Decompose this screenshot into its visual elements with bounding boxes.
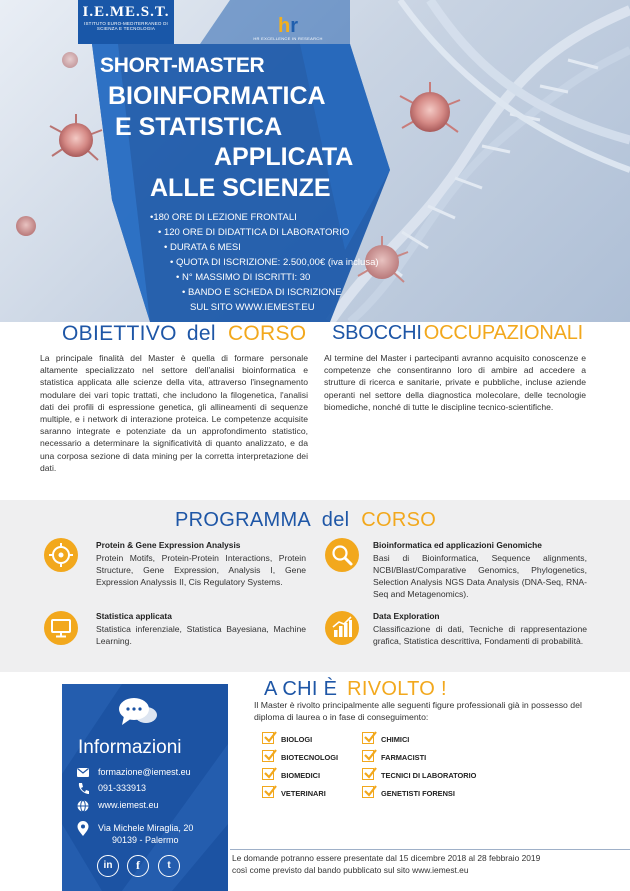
address-text [98,822,193,846]
checkbox-ticked-icon [362,768,374,780]
module-text: Classificazione di dati, Tecniche di rappresentazione grafica, Statistica descrittiva, Fondamenti di probabilità. [373,624,587,646]
module-text: Statistica inferenziale, Statistica Bayesiana, Machine Learning. [96,624,306,646]
website-link[interactable]: www.iemest.eu [98,800,159,810]
deadline-line-1: Le domande potranno essere presentate dal 15 dicembre 2018 al 28 febbraio 2019 [232,853,541,863]
checkbox-ticked-icon [362,750,374,762]
rivolto-heading: A CHI È RIVOLTO ! [264,678,447,700]
chat-bubbles-icon [116,697,160,734]
obiettivo-heading: OBIETTIVO del CORSO [62,322,307,345]
checkbox-ticked-icon [362,786,374,798]
hr-excellence-text: HR EXCELLENCE IN RESEARCH [253,36,323,41]
module-title: Bioinformatica ed applicazioni Genomiche [373,540,542,550]
module-title: Data Exploration [373,611,440,621]
virus-illustration-3 [50,114,102,160]
email-icon [76,766,90,778]
fact-item: •180 ORE DI LEZIONE FRONTALI [150,212,297,223]
globe-icon [76,799,90,813]
checkbox-ticked-icon [262,786,274,798]
module-text: Basi di Bioinformatica, Sequence alignments, NCBI/Blast/Comparative Genomics, Phylogenetics, Selection Analysis NGS Data Analysis (DNA-Seq, RNA-Seq and Metagenomics). [373,553,587,599]
fact-item: • N° MASSIMO DI ISCRITTI: 30 [176,272,311,283]
title-line-2: BIOINFORMATICA [108,82,326,110]
hr-excellence-logo [248,16,328,41]
chart-icon [325,611,359,645]
facebook-icon[interactable]: f [127,855,149,877]
twitter-icon[interactable]: t [158,855,180,877]
title-line-3: E STATISTICA [115,113,283,141]
iemest-logo: I.E.ME.S.T. ISTITUTO EURO-MEDITERRANEO DI SCIENZA E TECNOLOGIA [78,0,174,44]
obiettivo-text: La principale finalità del Master è quella di formare personale altamente specializzato nel settore dell'analisi bioinformatica e statistica applicata alle scienze della vita, attraverso l'insegnamento modulare dei vari topic trattati, che includono la filogenetica, l'analisi dati dei profili di espressione genetica, gli allineamenti di sequenze multiple, e i network di interazione proteica. Le competenze acquisite saranno integrate e potenziate da un approfondimento statistico, necessario a determinare la significatività di quanto analizzato, e da una corposa sezione di data mining per la corretta interpretazione dei dati. [40,353,308,473]
module-title: Statistica applicata [96,611,172,621]
title-line-5: ALLE SCIENZE [150,174,331,202]
linkedin-icon[interactable]: in [97,855,119,877]
phone-icon [76,782,90,796]
checkbox-ticked-icon [262,732,274,744]
module-text: Protein Motifs, Protein-Protein Interactions, Protein Structure, Gene Expression, Analysis I, Gene Expression Analyssis II, Cis Regulatory Systems. [96,553,306,587]
target-icon [44,538,78,572]
deadline-line-2: così come previsto dal bando pubblicato sul sito www.iemest.eu [232,865,469,875]
email-link[interactable]: formazione@iemest.eu [98,767,191,777]
address-line-1: Via Michele Miraglia, 20 [98,823,194,833]
rivolto-intro: Il Master è rivolto principalmente alle seguenti figure professionali già in possesso del diploma di laurea o in fase di conseguimento: [254,700,582,722]
title-line-1: SHORT-MASTER [100,54,265,77]
course-facts-list [150,210,379,315]
monitor-icon [44,611,78,645]
virus-illustration-1 [400,82,460,132]
hero-banner [0,0,630,322]
fact-item: • 120 ORE DI DIDATTICA DI LABORATORIO [158,227,350,238]
address-line-2: 90139 - Palermo [112,835,179,845]
search-icon [325,538,359,572]
sbocchi-text: Al termine del Master i partecipanti avranno acquisito conoscenze e competenze che consentiranno loro di ambire ad accedere a strutture di ricerca e sanitarie, private e pubbliche, incluse aziende operanti nel settore della diagnostica molecolare, delle tecnologie biomediche, nonché di tutte le discipline tecnico-scientifiche. [324,353,586,412]
fact-item: • DURATA 6 MESI [164,242,241,253]
programma-heading: PROGRAMMA del CORSO [175,509,437,531]
phone-number[interactable]: 091-333913 [98,783,147,793]
hr-mark-r: r [290,15,298,37]
application-deadline [230,849,630,876]
hr-mark-h: h [277,15,291,37]
checkbox-ticked-icon [362,732,374,744]
title-line-4: APPLICATA [214,143,354,171]
fact-item-link[interactable]: SUL SITO WWW.IEMEST.EU [190,302,315,313]
location-pin-icon [76,821,90,837]
sbocchi-heading: SBOCCHI OCCUPAZIONALI [332,322,584,344]
checkbox-ticked-icon [262,750,274,762]
module-title: Protein & Gene Expression Analysis [96,540,241,550]
checkbox-ticked-icon [262,768,274,780]
info-title: Informazioni [78,737,182,758]
fact-item: • QUOTA DI ISCRIZIONE: 2.500,00€ (iva inclusa) [170,257,379,268]
fact-item: • BANDO E SCHEDA DI ISCRIZIONE [182,287,342,298]
